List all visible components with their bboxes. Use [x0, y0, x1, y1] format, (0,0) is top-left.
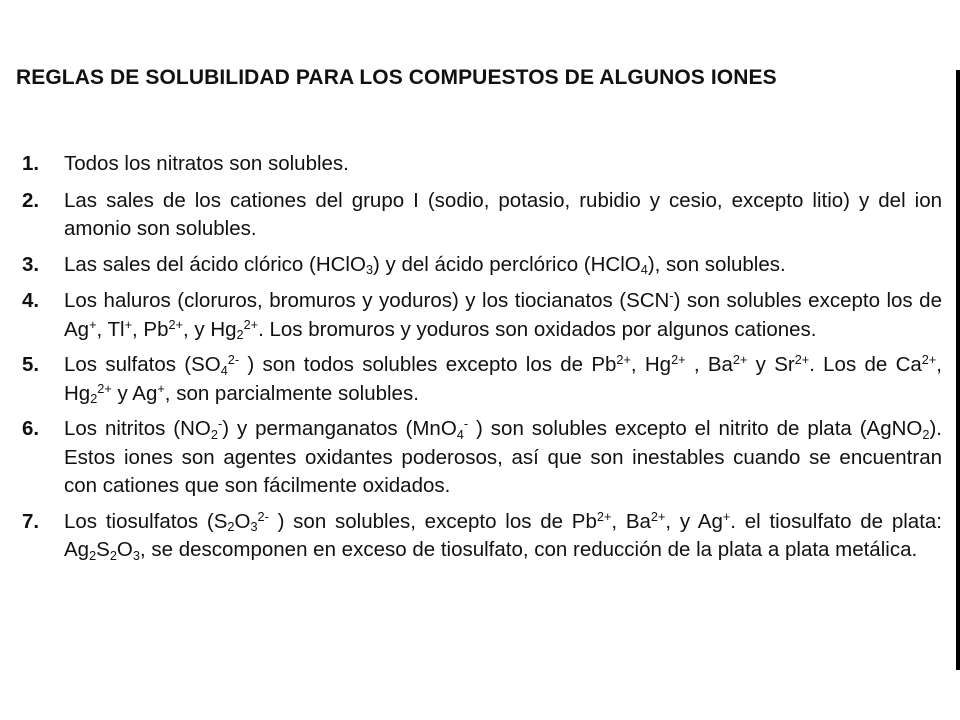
rule-number: 5.	[22, 353, 40, 376]
rule-item	[22, 415, 942, 501]
rule-number: 7.	[22, 509, 40, 533]
rule-text: Los nitritos $(NO_2^-)$ y permanganatos (MnO$_4$- ) son solubles excepto el nitrito de plata (AgNO$_2$). Estos iones son agentes oxidantes poderosos, así que son inestables cuando se encuentran con cationes que son fácilmente oxidados.	[64, 416, 942, 497]
rule-text: Los sulfatos ($SO_4^{2-}$ ) son todos solubles excepto los de $Pb^{2+}$, $Hg^{2+}$ , $Ba^{2+}$ y $Sr^{2+}$. Los de $Ca^{2+}$, $Hg_2^{2+}$ y Ag+, son parcialmente solubles.	[64, 352, 942, 407]
rule-item	[22, 287, 942, 344]
rule-text: Las sales del ácido clórico (HClO$_3$) y del ácido perclórico (HClO$_4$), son solubles.	[64, 252, 786, 278]
document-title: REGLAS DE SOLUBILIDAD PARA LOS COMPUESTOS DE ALGUNOS IONES	[16, 66, 777, 89]
rule-item	[22, 351, 942, 408]
rule-text: Los haluros (cloruros, bromuros y yoduros) y los tiocianatos (SCN-) son solubles excepto los de Ag+, Tl+, $Pb^{2+}$, y $Hg_2^{2+}$. Los bromuros y yoduros son oxidados por algunos cationes.	[64, 288, 942, 343]
rule-item	[22, 251, 942, 280]
page-edge-border	[956, 70, 960, 670]
rule-item	[22, 187, 942, 244]
rule-text: Los tiosulfatos ($S_2O_3^{2-}$ ) son solubles, excepto los de $Pb^{2+}$, $Ba^{2+}$, y Ag+. el tiosulfato de plata: $Ag_2S_2O_3$, se descomponen en exceso de tiosulfato, con reducción de la plata a plata metálica.	[64, 508, 943, 563]
rule-item	[22, 508, 942, 565]
rule-number: 4.	[22, 289, 40, 312]
rule-text: Las sales de los cationes del grupo I (sodio, potasio, rubidio y cesio, excepto litio) y del ion amonio son solubles.	[64, 188, 942, 240]
rule-item	[22, 150, 942, 179]
rule-number: 6.	[22, 417, 40, 440]
rule-number: 3.	[22, 252, 40, 276]
rule-number: 1.	[22, 152, 40, 175]
rule-text: Todos los nitratos son solubles.	[64, 152, 349, 175]
rule-number: 2.	[22, 188, 40, 212]
solubility-rules-list	[22, 150, 942, 565]
